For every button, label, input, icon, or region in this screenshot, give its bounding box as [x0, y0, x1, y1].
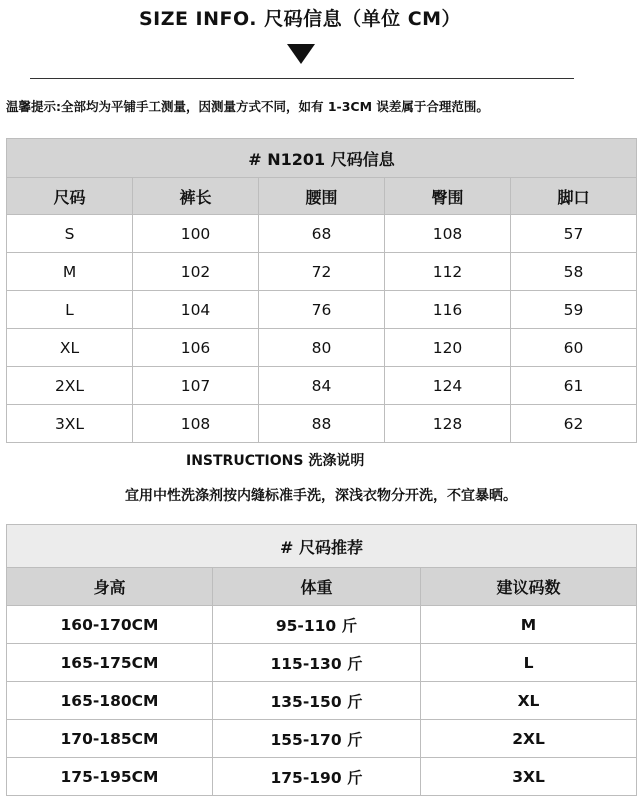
column-header: 腰围	[259, 178, 385, 215]
table-row	[7, 644, 637, 682]
size-table	[6, 138, 637, 443]
size-cell: 2XL	[7, 367, 133, 405]
column-header: 脚口	[511, 178, 637, 215]
length-cell: 106	[133, 329, 259, 367]
down-triangle-icon	[287, 44, 315, 64]
suggested-size-cell: 2XL	[421, 720, 637, 758]
column-header: 尺码	[7, 178, 133, 215]
length-cell: 102	[133, 253, 259, 291]
hip-cell: 116	[385, 291, 511, 329]
hem-cell: 59	[511, 291, 637, 329]
column-header: 建议码数	[421, 568, 637, 606]
column-header: 臀围	[385, 178, 511, 215]
hip-cell: 112	[385, 253, 511, 291]
waist-cell: 76	[259, 291, 385, 329]
weight-cell: 155-170 斤	[213, 720, 421, 758]
table-row	[7, 253, 637, 291]
height-cell: 165-180CM	[7, 682, 213, 720]
suggested-size-cell: M	[421, 606, 637, 644]
page-title: SIZE INFO. 尺码信息（单位 CM）	[138, 8, 462, 30]
table-row	[7, 367, 637, 405]
table-row	[7, 405, 637, 443]
hip-cell: 108	[385, 215, 511, 253]
height-cell: 165-175CM	[7, 644, 213, 682]
suggested-size-cell: L	[421, 644, 637, 682]
hip-cell: 124	[385, 367, 511, 405]
length-cell: 108	[133, 405, 259, 443]
table-row	[7, 291, 637, 329]
size-cell: S	[7, 215, 133, 253]
table-row	[7, 682, 637, 720]
length-cell: 107	[133, 367, 259, 405]
measurement-tip: 温馨提示:全部均为平铺手工测量，因测量方式不同，如有 1-3CM 误差属于合理范围。	[6, 99, 489, 114]
length-cell: 104	[133, 291, 259, 329]
size-recommend-table	[6, 524, 637, 796]
column-header: 身高	[7, 568, 213, 606]
column-header: 裤长	[133, 178, 259, 215]
waist-cell: 72	[259, 253, 385, 291]
hem-cell: 58	[511, 253, 637, 291]
size-cell: 3XL	[7, 405, 133, 443]
hem-cell: 61	[511, 367, 637, 405]
size-table-caption: # N1201 尺码信息	[7, 139, 637, 178]
size-cell: XL	[7, 329, 133, 367]
table-row	[7, 215, 637, 253]
size-cell: M	[7, 253, 133, 291]
recommend-table-header-row	[7, 568, 637, 606]
weight-cell: 95-110 斤	[213, 606, 421, 644]
hem-cell: 62	[511, 405, 637, 443]
table-row	[7, 606, 637, 644]
height-cell: 175-195CM	[7, 758, 213, 796]
hem-cell: 60	[511, 329, 637, 367]
waist-cell: 84	[259, 367, 385, 405]
recommend-table-caption: # 尺码推荐	[7, 525, 637, 568]
hip-cell: 128	[385, 405, 511, 443]
weight-cell: 115-130 斤	[213, 644, 421, 682]
height-cell: 170-185CM	[7, 720, 213, 758]
height-cell: 160-170CM	[7, 606, 213, 644]
table-row	[7, 720, 637, 758]
instructions-title: INSTRUCTIONS 洗涤说明	[186, 453, 365, 469]
hip-cell: 120	[385, 329, 511, 367]
divider	[30, 78, 574, 79]
waist-cell: 80	[259, 329, 385, 367]
wash-instructions: 宜用中性洗涤剂按内缝标准手洗，深浅衣物分开洗，不宜暴晒。	[125, 488, 517, 504]
suggested-size-cell: 3XL	[421, 758, 637, 796]
waist-cell: 88	[259, 405, 385, 443]
weight-cell: 175-190 斤	[213, 758, 421, 796]
waist-cell: 68	[259, 215, 385, 253]
hem-cell: 57	[511, 215, 637, 253]
size-cell: L	[7, 291, 133, 329]
size-table-header-row	[7, 178, 637, 215]
suggested-size-cell: XL	[421, 682, 637, 720]
weight-cell: 135-150 斤	[213, 682, 421, 720]
column-header: 体重	[213, 568, 421, 606]
table-row	[7, 329, 637, 367]
table-row	[7, 758, 637, 796]
length-cell: 100	[133, 215, 259, 253]
